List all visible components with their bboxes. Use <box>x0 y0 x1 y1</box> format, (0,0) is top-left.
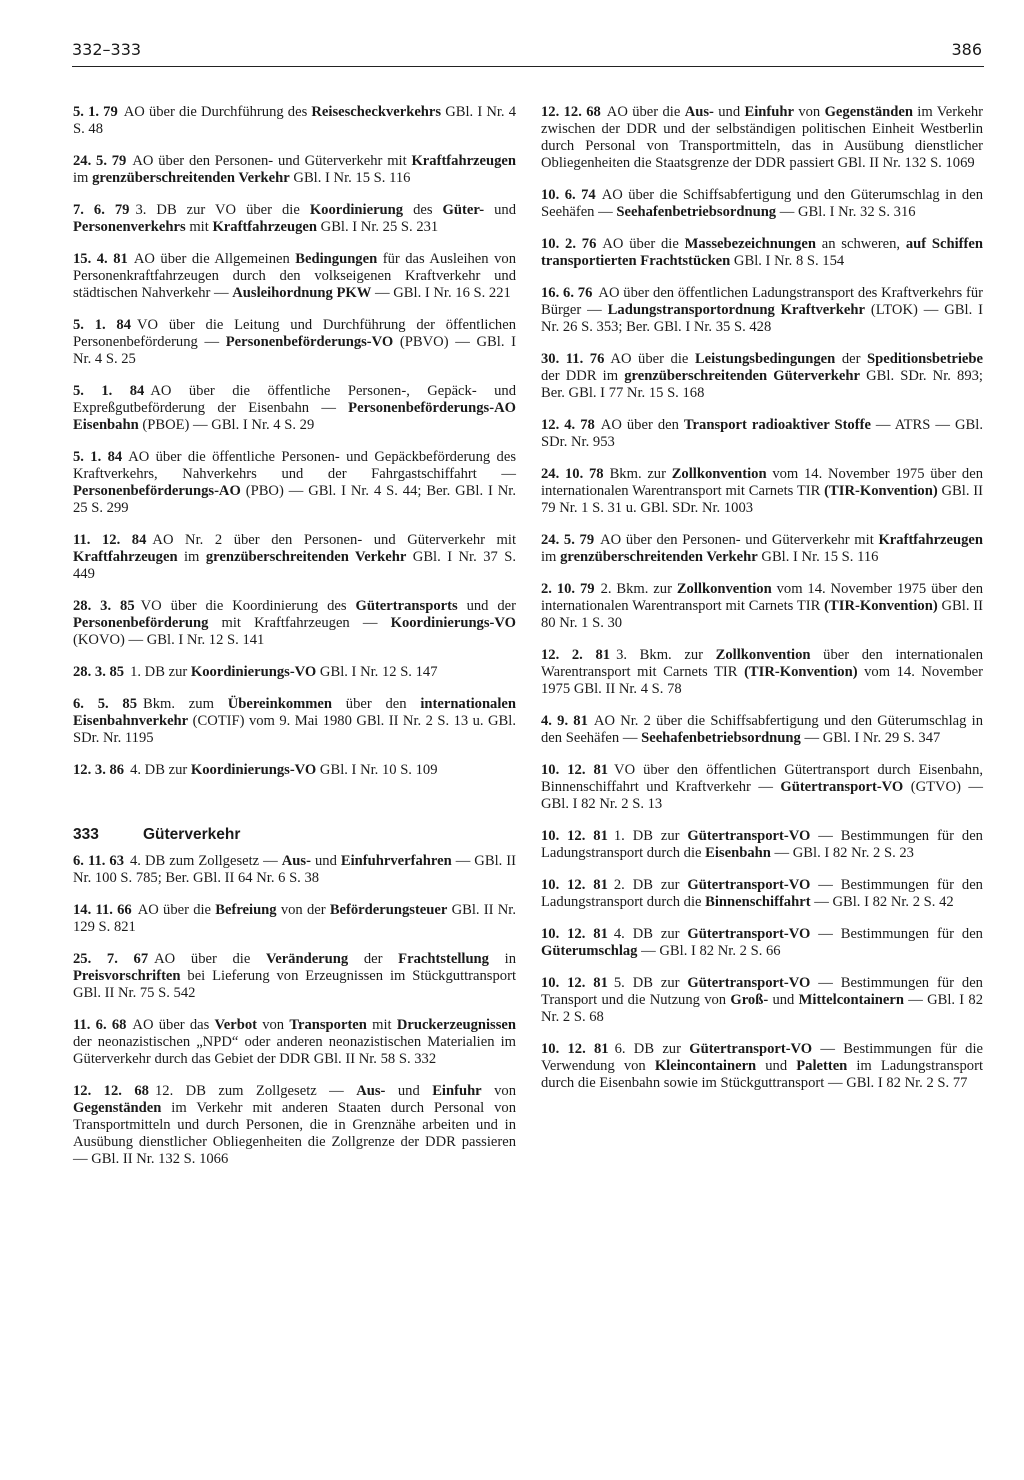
entry-date: 11. 12. 84 <box>73 532 147 548</box>
entry-date: 5. 1. 79 <box>73 104 118 120</box>
index-entry <box>73 664 516 681</box>
entry-text: 3. DB zur VO über die Koordinierung des Güter- und Personenverkehrs mit Kraftfahrzeugen GBl. I Nr. 25 S. 231 <box>73 202 517 235</box>
index-entry <box>541 285 983 336</box>
entry-text: AO über den Personen- und Güterverkehr mit Kraftfahrzeugen im grenzüberschreitenden Verkehr GBl. I Nr. 15 S. 116 <box>541 532 984 565</box>
header-rule <box>72 66 984 67</box>
index-entry <box>73 202 516 236</box>
entry-text: AO über den öffentlichen Ladungstransport des Kraftverkehrs für Bürger — Ladungstransportordnung Kraftverkehr (LTOK) — GBl. I Nr. 26 S. 353; Ber. GBl. I Nr. 35 S. 428 <box>541 285 984 335</box>
index-entry <box>541 1041 983 1092</box>
entry-text: AO über die Durchführung des Reisescheckverkehrs GBl. I Nr. 4 S. 48 <box>73 104 516 137</box>
entry-text: 1. DB zur Gütertransport-VO — Bestimmungen für den Ladungstransport durch die Eisenbahn — GBl. I 82 Nr. 2 S. 23 <box>541 828 983 861</box>
index-entry <box>73 449 516 517</box>
entry-text: 4. DB zum Zollgesetz — Aus- und Einfuhrverfahren — GBl. II Nr. 100 S. 785; Ber. GBl. II 64 Nr. 6 S. 38 <box>73 853 516 886</box>
entry-date: 10. 12. 81 <box>541 975 608 991</box>
entry-date: 6. 11. 63 <box>73 853 124 869</box>
entry-text: 2. DB zur Gütertransport-VO — Bestimmungen für den Ladungstransport durch die Binnenschiffahrt — GBl. I 82 Nr. 2 S. 42 <box>541 877 983 910</box>
entry-text: 2. Bkm. zur Zollkonvention vom 14. November 1975 über den internationalen Warentransport mit Carnets TIR (TIR-Konvention) GBl. II 80 Nr. 1 S. 30 <box>541 581 983 631</box>
entry-text: VO über die Koordinierung des Gütertransports und der Personenbeförderung mit Kraftfahrzeugen — Koordinierungs-VO (KOVO) — GBl. I Nr. 12 S. 141 <box>73 598 517 648</box>
index-entry <box>73 532 516 583</box>
section-range: 332–333 <box>72 40 142 59</box>
index-entry <box>541 647 983 698</box>
index-entry <box>541 877 983 911</box>
index-entry <box>541 532 983 566</box>
entry-date: 10. 12. 81 <box>541 1041 609 1057</box>
entry-date: 15. 4. 81 <box>73 251 128 267</box>
left-column <box>73 104 516 1168</box>
index-entry <box>541 417 983 451</box>
entry-text: Bkm. zur Zollkonvention vom 14. November 1975 über den internationalen Warentransport mit Carnets TIR (TIR-Konvention) GBl. II 79 Nr. 1 S. 31 u. GBl. SDr. Nr. 1003 <box>541 466 983 516</box>
entry-text: 3. Bkm. zur Zollkonvention über den internationalen Warentransport mit Carnets TIR (TIR-Konvention) vom 14. November 1975 GBl. II Nr. 4 S. 78 <box>541 647 983 697</box>
entry-text: Bkm. zum Übereinkommen über den internationalen Eisenbahnverkehr (COTIF) vom 9. Mai 1980 GBl. II Nr. 2 S. 13 u. GBl. SDr. Nr. 1195 <box>73 696 516 746</box>
entry-text: 4. DB zur Koordinierungs-VO GBl. I Nr. 10 S. 109 <box>130 762 438 778</box>
entry-date: 12. 12. 68 <box>73 1083 149 1099</box>
entry-date: 2. 10. 79 <box>541 581 595 597</box>
index-entry <box>541 975 983 1026</box>
entry-text: VO über den öffentlichen Gütertransport durch Eisenbahn, Binnenschiffahrt und Kraftverkehr — Gütertransport-VO (GTVO) — GBl. I 82 Nr. 2 S. 13 <box>541 762 984 812</box>
entry-text: VO über die Leitung und Durchführung der öffentlichen Personenbeförderung — Personenbeförderungs-VO (PBVO) — GBl. I Nr. 4 S. 25 <box>73 317 517 367</box>
entry-text: AO über die Allgemeinen Bedingungen für das Ausleihen von Personenkraftfahrzeugen durch den volkseigenen Kraftverkehr und städtischen Nahverkehr — Ausleihordnung PKW — GBl. I Nr. 16 S. 221 <box>73 251 516 301</box>
entry-date: 14. 11. 66 <box>73 902 132 918</box>
entry-text: AO über die Aus- und Einfuhr von Gegenständen im Verkehr zwischen der DDR und der selbständigen politischen Einheit Westberlin durch Personal von Transportmitteln, das in Ausübung dienstlicher Obliegenheiten die Staatsgrenze der DDR passiert GBl. II Nr. 132 S. 1069 <box>541 104 983 171</box>
index-entry <box>73 104 516 138</box>
entry-date: 6. 5. 85 <box>73 696 138 712</box>
entry-text: 5. DB zur Gütertransport-VO — Bestimmungen für den Transport und die Nutzung von Groß- und Mittelcontainern — GBl. I 82 Nr. 2 S. 68 <box>541 975 984 1025</box>
section-number: 333 <box>73 826 99 843</box>
entry-text: 6. DB zur Gütertransport-VO — Bestimmungen für die Verwendung von Kleincontainern und Paletten im Ladungstransport durch die Eisenbahn sowie im Stückguttransport — GBl. I 82 Nr. 2 S. 77 <box>541 1041 983 1091</box>
entry-date: 5. 1. 84 <box>73 449 123 465</box>
index-entry <box>73 153 516 187</box>
index-entry <box>73 383 516 434</box>
index-entry <box>541 713 983 747</box>
index-entry <box>73 598 516 649</box>
index-entry <box>541 104 983 172</box>
right-column <box>541 104 983 1092</box>
entry-date: 11. 6. 68 <box>73 1017 127 1033</box>
entry-date: 10. 2. 76 <box>541 236 597 252</box>
entry-date: 10. 6. 74 <box>541 187 596 203</box>
index-entry <box>541 762 983 813</box>
entry-date: 12. 4. 78 <box>541 417 595 433</box>
index-entry <box>541 828 983 862</box>
index-entry <box>73 317 516 368</box>
entry-date: 28. 3. 85 <box>73 664 125 680</box>
entry-date: 7. 6. 79 <box>73 202 130 218</box>
entry-text: AO Nr. 2 über die Schiffsabfertigung und den Güterumschlag in den Seehäfen — Seehafenbetriebsordnung — GBl. I Nr. 29 S. 347 <box>541 713 983 746</box>
entry-date: 5. 1. 84 <box>73 317 132 333</box>
entry-date: 10. 12. 81 <box>541 828 608 844</box>
entry-date: 24. 5. 79 <box>73 153 127 169</box>
index-entry <box>541 466 983 517</box>
entry-text: AO über die Massebezeichnungen an schweren, auf Schiffen transportierten Frachtstücken GBl. I Nr. 8 S. 154 <box>541 236 983 269</box>
index-entry <box>73 902 516 936</box>
page-header <box>72 40 982 64</box>
entry-date: 16. 6. 76 <box>541 285 593 301</box>
entry-date: 4. 9. 81 <box>541 713 588 729</box>
index-entry <box>541 926 983 960</box>
section-heading <box>73 826 516 843</box>
entry-text: AO über die Veränderung der Frachtstellung in Preisvorschriften bei Lieferung von Erzeugnissen im Stückguttransport GBl. II Nr. 75 S. 542 <box>73 951 517 1001</box>
index-entry <box>541 581 983 632</box>
index-entry <box>541 236 983 270</box>
entry-date: 12. 2. 81 <box>541 647 611 663</box>
index-entry <box>73 1083 516 1168</box>
entry-text: AO über die öffentliche Personen- und Gepäckbeförderung des Kraftverkehrs, Nahverkehrs und der Fahrgastschiffahrt — Personenbeförderungs-AO (PBO) — GBl. I Nr. 4 S. 44; Ber. GBl. I Nr. 25 S. 299 <box>73 449 517 516</box>
index-entry <box>73 696 516 747</box>
entry-date: 12. 12. 68 <box>541 104 601 120</box>
entry-text: AO über die Schiffsabfertigung und den Güterumschlag in den Seehäfen — Seehafenbetriebsordnung — GBl. I Nr. 32 S. 316 <box>541 187 984 220</box>
entry-text: 1. DB zur Koordinierungs-VO GBl. I Nr. 12 S. 147 <box>130 664 438 680</box>
entry-text: AO über das Verbot von Transporten mit Druckerzeugnissen der neonazistischen „NPD“ oder anderen neonazistischen Materialien im Güterverkehr durch das Gebiet der DDR GBl. II Nr. 58 S. 332 <box>73 1017 516 1067</box>
section-title: Güterverkehr <box>143 826 241 843</box>
entry-text: AO über die Leistungsbedingungen der Speditionsbetriebe der DDR im grenzüberschreitenden Güterverkehr GBl. SDr. Nr. 893; Ber. GBl. I 77 Nr. 15 S. 168 <box>541 351 983 401</box>
entry-date: 25. 7. 67 <box>73 951 149 967</box>
entry-text: AO über den Personen- und Güterverkehr mit Kraftfahrzeugen im grenzüberschreitenden Verkehr GBl. I Nr. 15 S. 116 <box>73 153 517 186</box>
entry-date: 10. 12. 81 <box>541 877 608 893</box>
entry-text: AO über den Transport radioaktiver Stoffe — ATRS — GBl. SDr. Nr. 953 <box>541 417 983 450</box>
index-entry <box>73 762 516 779</box>
entry-text: AO Nr. 2 über den Personen- und Güterverkehr mit Kraftfahrzeugen im grenzüberschreitenden Verkehr GBl. I Nr. 37 S. 449 <box>73 532 517 582</box>
entry-date: 24. 5. 79 <box>541 532 595 548</box>
index-entry <box>73 1017 516 1068</box>
entry-date: 24. 10. 78 <box>541 466 604 482</box>
entry-text: 4. DB zur Gütertransport-VO — Bestimmungen für den Güterumschlag — GBl. I 82 Nr. 2 S. 66 <box>541 926 983 959</box>
entry-date: 10. 12. 81 <box>541 926 608 942</box>
entry-text: AO über die öffentliche Personen-, Gepäck- und Expreßgutbeförderung der Eisenbahn — Personenbeförderungs-AO Eisenbahn (PBOE) — GBl. I Nr. 4 S. 29 <box>73 383 517 433</box>
entry-date: 10. 12. 81 <box>541 762 609 778</box>
entry-text: 12. DB zum Zollgesetz — Aus- und Einfuhr von Gegenständen im Verkehr mit anderen Staaten durch Personal von Transportmitteln und durch Personen, die in Grenznähe arbeiten und in Ausübung dienstlicher Obliegenheiten die Zollgrenze der DDR passieren — GBl. II Nr. 132 S. 1066 <box>73 1083 517 1167</box>
index-entry <box>541 187 983 221</box>
index-entry <box>541 351 983 402</box>
page-number: 386 <box>951 40 982 59</box>
entry-date: 5. 1. 84 <box>73 383 145 399</box>
entry-text: AO über die Befreiung von der Beförderungsteuer GBl. II Nr. 129 S. 821 <box>73 902 516 935</box>
index-entry <box>73 853 516 887</box>
entry-date: 28. 3. 85 <box>73 598 135 614</box>
entry-date: 30. 11. 76 <box>541 351 605 367</box>
index-entry <box>73 251 516 302</box>
index-entry <box>73 951 516 1002</box>
entry-date: 12. 3. 86 <box>73 762 125 778</box>
